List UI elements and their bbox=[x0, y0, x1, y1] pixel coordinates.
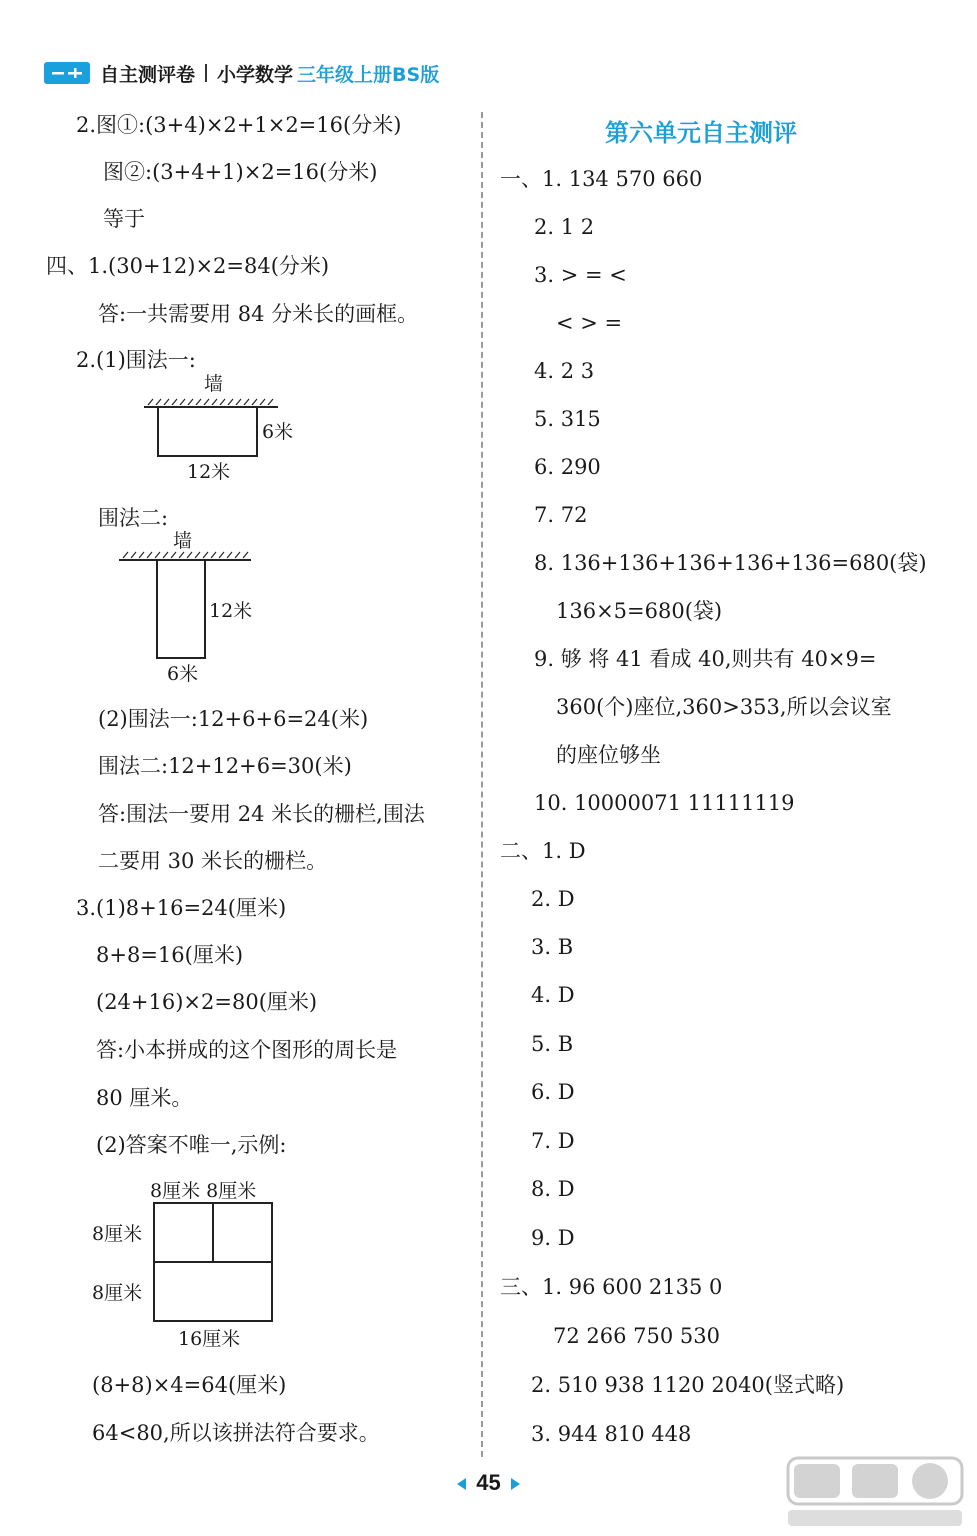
answer-line: 3. > = < bbox=[534, 263, 627, 287]
answer-line: 围法二:12+12+6=30(米) bbox=[98, 754, 352, 778]
left-length-label-lower: 8厘米 bbox=[92, 1282, 143, 1304]
book-logo bbox=[44, 62, 90, 84]
answer-line: 360(个)座位,360>353,所以会议室 bbox=[556, 695, 892, 719]
left-length-label-upper: 8厘米 bbox=[92, 1223, 143, 1245]
answer-line: 8. 136+136+136+136+136=680(袋) bbox=[534, 551, 927, 575]
answer-line: 4. 2 3 bbox=[534, 359, 595, 383]
answer-line: 三、1. 96 600 2135 0 bbox=[500, 1275, 723, 1299]
wall-label: 墙 bbox=[173, 530, 193, 552]
answer-line: 5. B bbox=[531, 1032, 574, 1056]
triangle-left-icon bbox=[457, 1478, 466, 1490]
answer-line: 5. 315 bbox=[534, 407, 601, 431]
answer-line: 答:一共需要用 84 分米长的画框。 bbox=[98, 302, 419, 326]
answer-line: 2. 1 2 bbox=[534, 215, 595, 239]
answer-line: 6. D bbox=[531, 1080, 575, 1104]
bottom-length-label: 6米 bbox=[167, 663, 199, 685]
answer-line: (8+8)×4=64(厘米) bbox=[92, 1373, 287, 1397]
answer-line: 3. 944 810 448 bbox=[531, 1422, 692, 1446]
grade-label: 三年级上册BS版 bbox=[297, 63, 440, 86]
answer-line: 8+8=16(厘米) bbox=[96, 943, 244, 967]
answer-line: 4. D bbox=[531, 983, 575, 1007]
answer-line: 3.(1)8+16=24(厘米) bbox=[76, 896, 287, 920]
answer-line: 8. D bbox=[531, 1177, 575, 1201]
answer-line: 二、1. D bbox=[500, 839, 586, 863]
subject-label: 小学数学 bbox=[217, 63, 294, 86]
book-title: 自主测评卷 bbox=[100, 63, 196, 86]
answer-line: 6. 290 bbox=[534, 455, 601, 479]
answer-line: 64<80,所以该拼法符合要求。 bbox=[92, 1421, 380, 1445]
fence-diagram-2 bbox=[115, 527, 275, 687]
answer-line: (24+16)×2=80(厘米) bbox=[96, 990, 318, 1014]
site-watermark bbox=[780, 1452, 970, 1532]
answer-line: 7. 72 bbox=[534, 503, 588, 527]
side-length-label: 6米 bbox=[262, 421, 294, 443]
answer-line: 围法二: bbox=[98, 506, 169, 530]
answer-line: 72 266 750 530 bbox=[553, 1324, 720, 1348]
fence-diagram-1 bbox=[140, 370, 310, 485]
answer-line: 136×5=680(袋) bbox=[556, 599, 723, 623]
composite-rectangle-diagram bbox=[88, 1173, 288, 1353]
column-divider bbox=[481, 112, 483, 1457]
answer-line: 四、1.(30+12)×2=84(分米) bbox=[46, 254, 330, 278]
answer-line: (2)答案不唯一,示例: bbox=[96, 1133, 287, 1157]
section-title: 第六单元自主测评 bbox=[605, 119, 797, 147]
answer-line: 一、1. 134 570 660 bbox=[500, 167, 703, 191]
answer-line: 2.(1)围法一: bbox=[76, 348, 196, 372]
answer-line: 2. 510 938 1120 2040(竖式略) bbox=[531, 1373, 845, 1397]
answer-line: 3. B bbox=[531, 935, 574, 959]
logo-mark-icon bbox=[50, 68, 84, 78]
answer-line: 答:围法一要用 24 米长的栅栏,围法 bbox=[98, 802, 425, 826]
answer-line: 2. D bbox=[531, 887, 575, 911]
answer-line: 10. 10000071 11111119 bbox=[534, 791, 795, 815]
bottom-length-label: 12米 bbox=[187, 461, 231, 483]
page-number-value: 45 bbox=[476, 1470, 501, 1495]
answer-line: 7. D bbox=[531, 1129, 575, 1153]
answer-line: 图②:(3+4+1)×2=16(分米) bbox=[103, 160, 378, 184]
answer-line: 的座位够坐 bbox=[556, 743, 661, 767]
answer-line: 2.图①:(3+4)×2+1×2=16(分米) bbox=[76, 113, 402, 137]
answer-line: 等于 bbox=[103, 207, 145, 231]
header-separator bbox=[205, 64, 207, 82]
top-length-label: 8厘米 8厘米 bbox=[150, 1180, 257, 1202]
answer-line: < > = bbox=[556, 311, 623, 335]
triangle-right-icon bbox=[511, 1478, 520, 1490]
wall-label: 墙 bbox=[204, 373, 224, 395]
answer-line: (2)围法一:12+6+6=24(米) bbox=[98, 707, 369, 731]
side-length-label: 12米 bbox=[209, 600, 253, 622]
answer-line: 9. 够 将 41 看成 40,则共有 40×9= bbox=[534, 647, 877, 671]
answer-line: 80 厘米。 bbox=[96, 1086, 193, 1110]
bottom-length-label: 16厘米 bbox=[178, 1328, 241, 1350]
answer-line: 9. D bbox=[531, 1226, 575, 1250]
page-header bbox=[44, 58, 439, 88]
answer-line: 二要用 30 米长的栅栏。 bbox=[98, 849, 328, 873]
answer-line: 答:小本拼成的这个图形的周长是 bbox=[96, 1038, 398, 1062]
